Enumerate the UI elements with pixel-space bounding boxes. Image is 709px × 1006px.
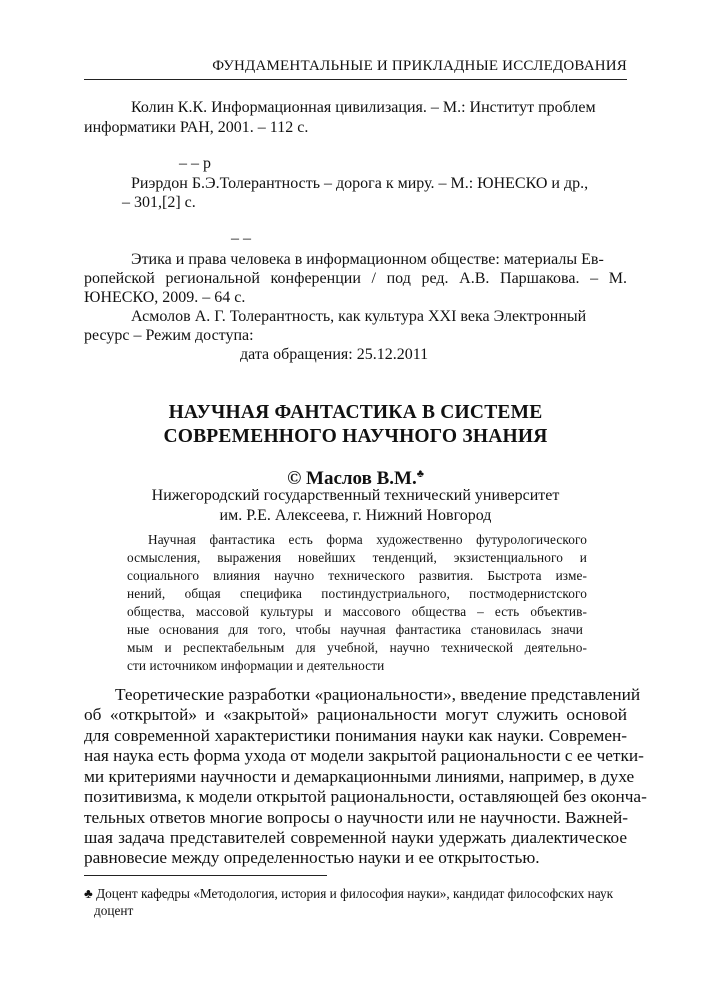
abstract-line: Научная фантастика есть форма художественно футурологического (148, 532, 587, 547)
footnote-divider (84, 875, 327, 876)
reference-1-line-1: Колин К.К. Информационная цивилизация. – М.: Институт проблем (131, 99, 596, 116)
reference-3-line-3: ЮНЕСКО, 2009. – 64 с. (84, 289, 246, 306)
abstract-line: общества, массовой культуры и массового общества – есть объектив- (127, 604, 587, 619)
affiliation-line-2: им. Р.Е. Алексеева, г. Нижний Новгород (219, 507, 492, 524)
body-line: для современной характеристики понимания науки как науки. Современ- (84, 726, 627, 745)
reference-2-line-1: Риэрдон Б.Э.Толерантность – дорога к миру. – М.: ЮНЕСКО и др., (131, 175, 589, 192)
reference-2-line-2: – 301,[2] с. (122, 194, 196, 211)
abstract-line: нений, общая специфика постиндустриального, постмодернистского (127, 586, 587, 601)
article-title-line-2: СОВРЕМЕННОГО НАУЧНОГО ЗНАНИЯ (163, 426, 548, 447)
reference-4-line-1: Асмолов А. Г. Толерантность, как культура XXI века Электронный (131, 308, 587, 325)
body-line: позитивизма, к модели открытой рациональности, оставляющей без оконча- (84, 787, 647, 806)
reference-3-line-2: ропейской региональной конференции / под ред. А.В. Паршакова. – М. (84, 270, 627, 287)
footnote-line-2: доцент (94, 903, 134, 918)
article-title-line-1: НАУЧНАЯ ФАНТАСТИКА В СИСТЕМЕ (168, 402, 543, 423)
body-line: Теоретические разработки «рациональности», введение представлений (115, 685, 641, 704)
body-line: об «открытой» и «закрытой» рациональности могут служить основой (84, 705, 627, 724)
body-line: равновесие между определенностью науки и ее открытостью. (84, 848, 540, 867)
body-line: ми критериями научности и демаркационными линиями, например, в духе (84, 767, 635, 786)
author-name: © Маслов В.М. (287, 468, 417, 489)
running-header: ФУНДАМЕНТАЛЬНЫЕ И ПРИКЛАДНЫЕ ИССЛЕДОВАНИЯ (84, 58, 627, 80)
reference-2-fragment: – – р (179, 155, 211, 172)
footnote-mark: ♣ (416, 468, 424, 480)
reference-3-fragment: – – (231, 230, 251, 247)
footnote-symbol: ♣ (84, 886, 93, 901)
abstract-line: мым и респектабельным для учебной, научно технической деятельно- (127, 640, 587, 655)
reference-3-line-1: Этика и права человека в информационном обществе: материалы Ев- (131, 251, 604, 268)
reference-4-line-2: ресурс – Режим доступа: (84, 327, 254, 344)
body-line: шая задача представителей современной науки удержать диалектическое (84, 828, 627, 847)
reference-4-line-3: дата обращения: 25.12.2011 (240, 346, 429, 363)
abstract-line: сти источником информации и деятельности (127, 658, 385, 673)
body-line: ная наука есть форма ухода от модели закрытой рациональности с ее четки- (84, 746, 644, 765)
footnote-line-1 (84, 885, 613, 902)
reference-1-line-2: информатики РАН, 2001. – 112 с. (84, 119, 309, 136)
abstract-line: социального влияния научно технического развития. Быстрота изме- (127, 568, 587, 583)
footnote-text: Доцент кафедры «Методология, история и философия науки», кандидат философских наук (96, 886, 614, 901)
body-line: тельных ответов многие вопросы о научности или не научности. Важней- (84, 808, 629, 827)
abstract-line: ные основания для того, чтобы научная фантастика становилась значи (127, 622, 583, 637)
affiliation-line-1: Нижегородский государственный технический университет (151, 487, 560, 504)
abstract-line: осмысления, выражения новейших тенденций, экзистенциального и (127, 550, 587, 565)
